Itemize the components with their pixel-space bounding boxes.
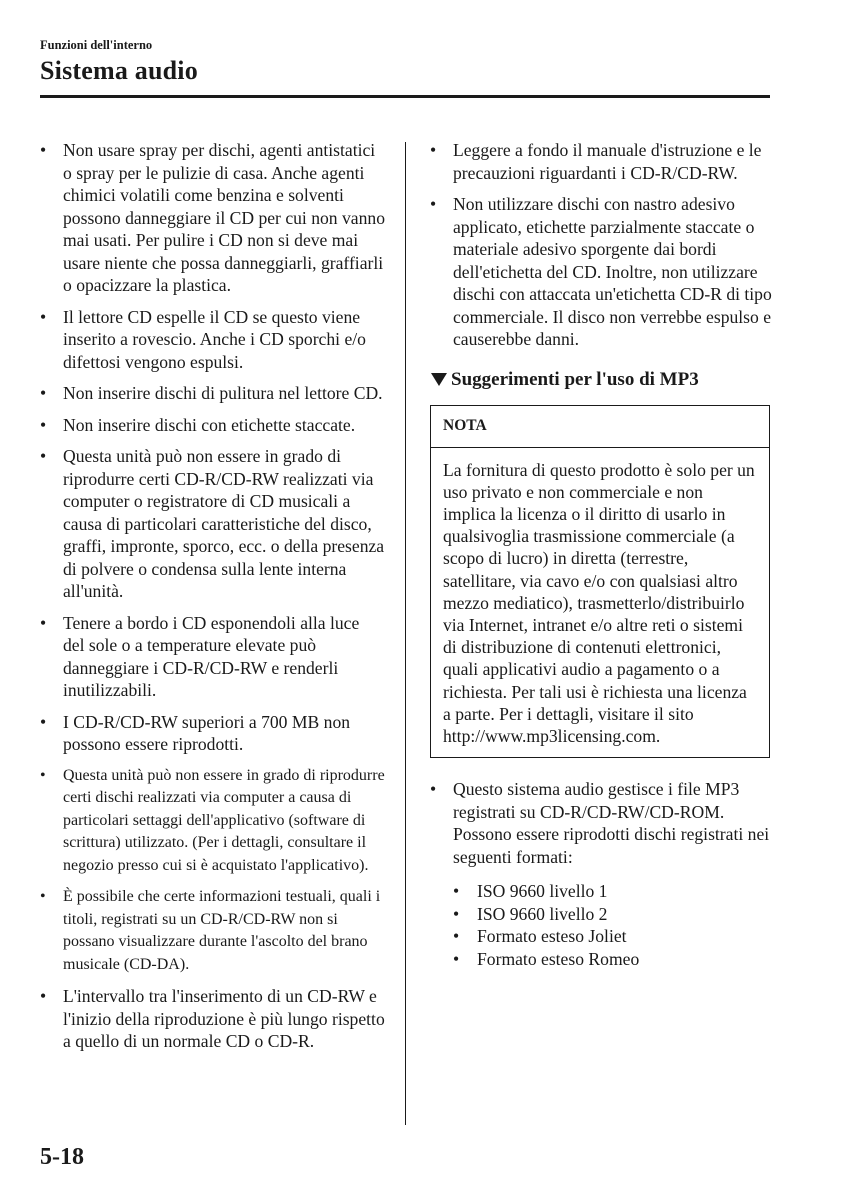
list-item: • Non utilizzare dischi con nastro adesivo applicato, etichette parzialmente staccate o materiale adesivo sporgente dai bordi dell'etichetta del CD. Inoltre, non utilizzare dischi con attaccata un'etichetta CD-R di tipo commerciale. Il disco non verrebbe espulso e causerebbe danni. bbox=[430, 193, 772, 351]
section-label: Funzioni dell'interno bbox=[40, 38, 153, 52]
note-box bbox=[430, 405, 770, 758]
format-item: • Formato esteso Romeo bbox=[453, 948, 772, 971]
page-title: Sistema audio bbox=[40, 56, 198, 85]
left-column bbox=[40, 139, 385, 1062]
list-item: • L'intervallo tra l'inserimento di un CD-RW e l'inizio della riproduzione è più lungo rispetto a quello di un normale CD o CD-R. bbox=[40, 985, 385, 1053]
format-item: • ISO 9660 livello 1 bbox=[453, 880, 772, 903]
triangle-down-icon bbox=[431, 373, 447, 386]
section-heading-text: Suggerimenti per l'uso di MP3 bbox=[451, 368, 699, 390]
format-item: • Formato esteso Joliet bbox=[453, 925, 772, 948]
mp3-item-text: Questo sistema audio gestisce i file MP3 registrati su CD-R/CD-RW/CD-ROM. Possono essere riprodotti dischi registrati nei seguenti formati: bbox=[453, 779, 770, 867]
note-title: NOTA bbox=[431, 406, 769, 448]
right-column bbox=[430, 139, 772, 979]
list-item: • Non usare spray per dischi, agenti antistatici o spray per le pulizie di casa. Anche agenti chimici volatili come benzina e solventi possono danneggiare il CD per cui non vanno mai usati. Per pulire i CD non si deve mai usare niente che possa danneggiarli, graffiarli o opacizzare la plastica. bbox=[40, 139, 385, 297]
mp3-bullet-list bbox=[430, 778, 772, 970]
page-number: 5-18 bbox=[40, 1144, 84, 1170]
list-item: • I CD-R/CD-RW superiori a 700 MB non possono essere riprodotti. bbox=[40, 711, 385, 756]
list-item: • Il lettore CD espelle il CD se questo viene inserito a rovescio. Anche i CD sporchi e/o difettosi vengono espulsi. bbox=[40, 306, 385, 374]
column-divider bbox=[405, 142, 406, 1125]
list-item bbox=[430, 778, 772, 970]
section-heading bbox=[430, 369, 772, 392]
list-item: • Tenere a bordo i CD esponendoli alla luce del sole o a temperature elevate può danneggiare i CD-R/CD-RW e renderli inutilizzabili. bbox=[40, 612, 385, 702]
list-item: • Non inserire dischi di pulitura nel lettore CD. bbox=[40, 382, 385, 405]
list-item: • È possibile che certe informazioni testuali, quali i titoli, registrati su un CD-R/CD-RW non si possano visualizzare durante l'ascolto del brano musicale (CD-DA). bbox=[40, 886, 385, 976]
list-item: • Leggere a fondo il manuale d'istruzione e le precauzioni riguardanti i CD-R/CD-RW. bbox=[430, 139, 772, 184]
right-bullet-list bbox=[430, 139, 772, 351]
header-divider bbox=[40, 95, 770, 98]
note-body: La fornitura di questo prodotto è solo per un uso privato e non commerciale e non implica la licenza o il diritto di usarlo in qualsivoglia trasmissione commerciale (a scopo di lucro) in diretta (terrestre, satellitare, via cavo e/o con qualsiasi altro mezzo mediatico), trasmetterlo/distribuirlo via Internet, intranet e/o altre reti o sistemi di distribuzione di contenuti elettronici, quali applicativi audio a pagamento o a richiesta. Per tali usi è richiesta una licenza a parte. Per i dettagli, visitare il sito http://www.mp3licensing.com. bbox=[443, 459, 755, 746]
format-item: • ISO 9660 livello 2 bbox=[453, 903, 772, 926]
left-bullet-list bbox=[40, 139, 385, 1053]
list-item: • Questa unità può non essere in grado di riprodurre certi CD-R/CD-RW realizzati via computer o registratore di CD musicali a causa di particolari caratteristiche del disco, graffi, impronte, sporco, ecc. o della presenza di polvere o condensa sulla lente interna all'unità. bbox=[40, 445, 385, 603]
list-item: • Questa unità può non essere in grado di riprodurre certi dischi realizzati via computer a causa di particolari settaggi dell'applicativo (software di scrittura) utilizzato. (Per i dettagli, consultare il negozio presso cui si è acquistato l'applicativo). bbox=[40, 765, 385, 878]
format-list bbox=[453, 880, 772, 970]
list-item: • Non inserire dischi con etichette staccate. bbox=[40, 414, 385, 437]
